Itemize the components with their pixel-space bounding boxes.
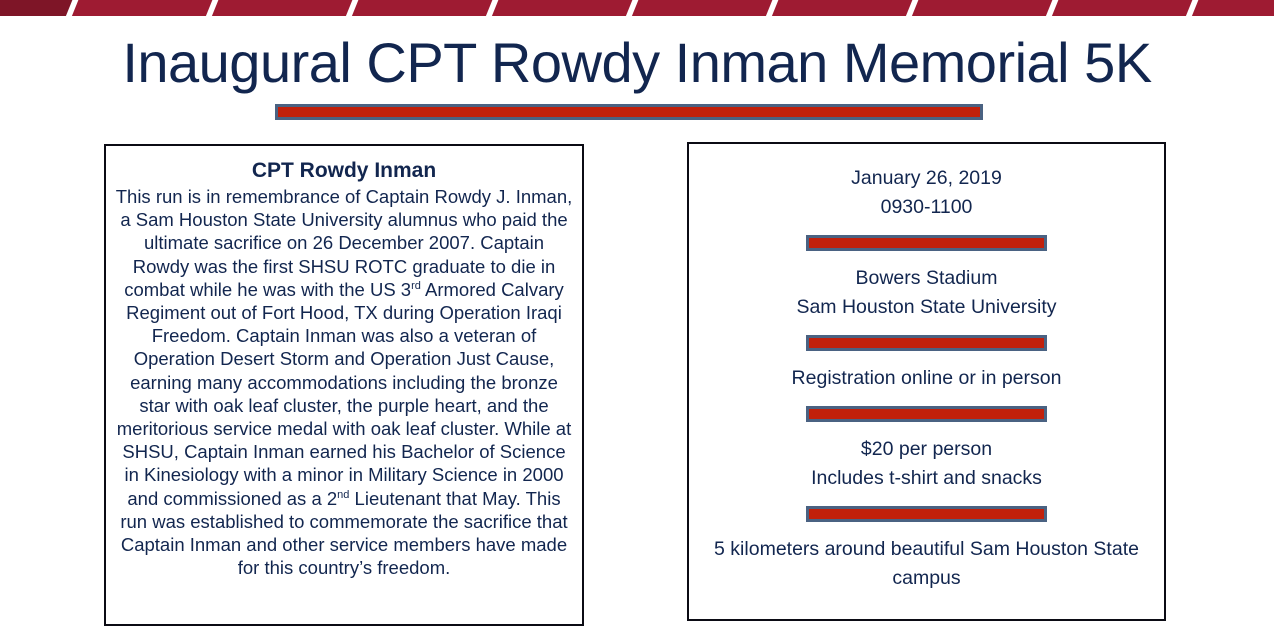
banner-chevron — [212, 0, 362, 16]
registration-info: Registration online or in person — [791, 367, 1062, 389]
biography-text — [106, 185, 582, 579]
event-details-panel — [687, 142, 1166, 621]
title-divider-bar — [275, 104, 983, 120]
event-time: 0930-1100 — [880, 196, 973, 218]
event-price: $20 per person — [860, 438, 993, 460]
biography-panel — [104, 144, 584, 626]
banner-chevron — [632, 0, 782, 16]
banner-chevron — [0, 0, 82, 16]
event-date: January 26, 2019 — [851, 167, 1002, 189]
section-divider-bar — [806, 406, 1047, 422]
biography-part-2: Armored Calvary Regiment out of Fort Hood, TX during Operation Iraqi Freedom. Captain Inman was also a veteran of Operation Desert Storm and Operation Just Cause, earning many accommodations including the bronze star with oak leaf cluster, the purple heart, and the meritorious service medal with oak leaf cluster. While at SHSU, Captain Inman earned his Bachelor of Science in Kinesiology with a minor in Military Science in 2000 and commissioned as a 2 — [116, 278, 572, 509]
banner-chevron — [772, 0, 922, 16]
banner-chevron — [1192, 0, 1274, 16]
top-chevron-banner — [0, 0, 1274, 16]
page-title: Inaugural CPT Rowdy Inman Memorial 5K — [122, 31, 1152, 94]
event-course: 5 kilometers around beautiful Sam Houston State campus — [714, 538, 1139, 589]
banner-chevron — [492, 0, 642, 16]
biography-part-3: Lieutenant that May. This run was established to commemorate the sacrifice that Captain Inman and other service members have made for this country’s freedom. — [120, 487, 568, 579]
event-venue: Bowers Stadium — [855, 267, 998, 289]
section-divider-bar — [806, 235, 1047, 251]
banner-chevron — [72, 0, 222, 16]
ordinal-suffix-rd: rd — [411, 279, 421, 292]
event-university: Sam Houston State University — [796, 296, 1057, 318]
biography-part-1: This run is in remembrance of Captain Rowdy J. Inman, a Sam Houston State University alumnus who paid the ultimate sacrifice on 26 December 2007. Captain Rowdy was the first SHSU ROTC graduate to die in combat while he was with the US 3 — [115, 186, 573, 300]
banner-chevron — [352, 0, 502, 16]
event-includes: Includes t-shirt and snacks — [811, 467, 1042, 489]
banner-chevron — [912, 0, 1062, 16]
ordinal-suffix-nd: nd — [337, 488, 350, 501]
section-divider-bar — [806, 335, 1047, 351]
banner-chevron — [1052, 0, 1202, 16]
section-divider-bar — [806, 506, 1047, 522]
biography-heading: CPT Rowdy Inman — [251, 159, 437, 182]
